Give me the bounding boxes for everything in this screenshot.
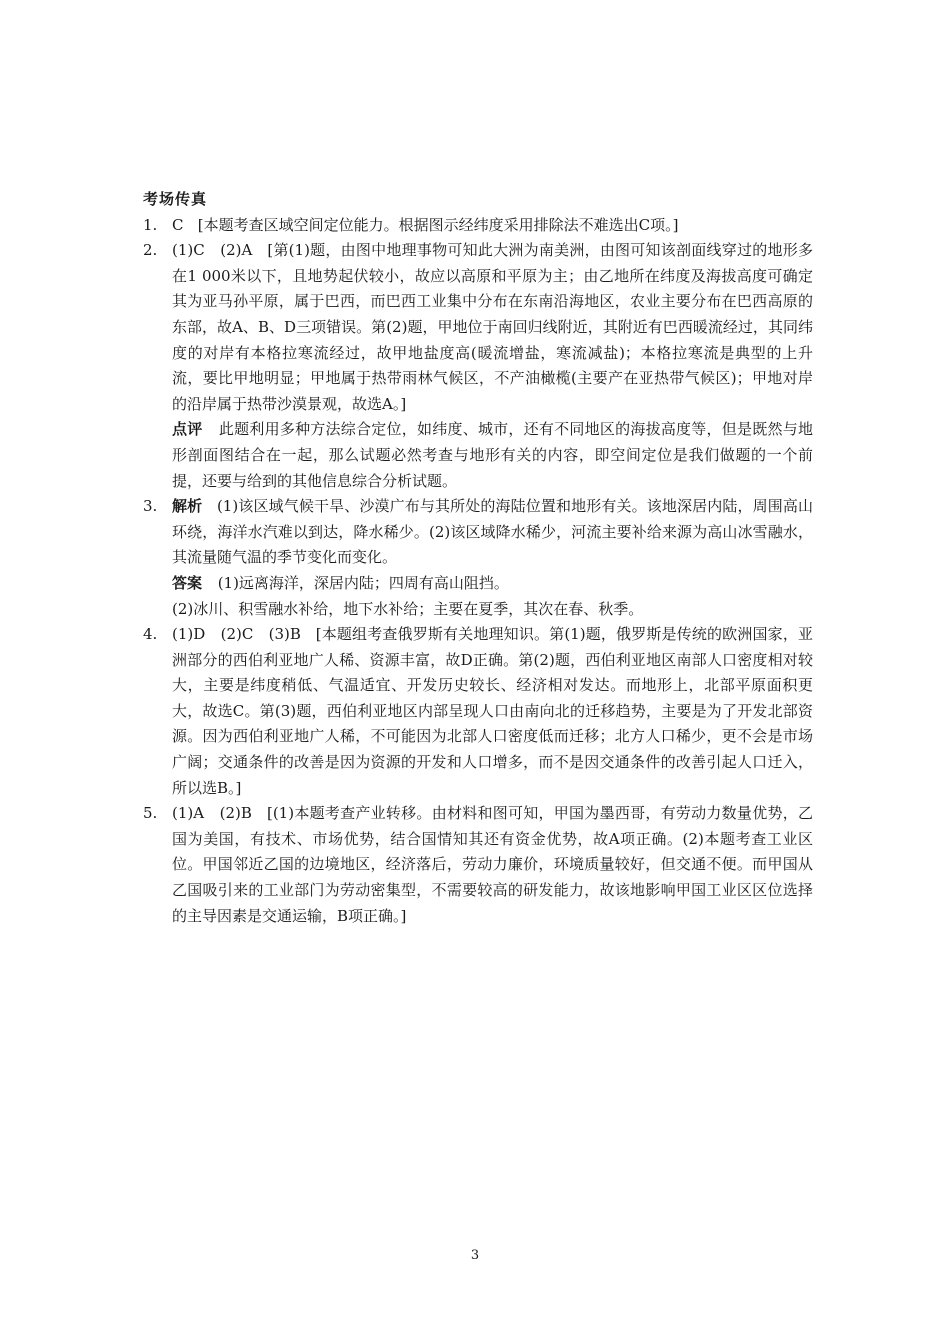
answer-item-2 xyxy=(143,238,813,417)
answer-item-4 xyxy=(143,622,813,801)
key-label: 答案 xyxy=(172,573,203,592)
answer-item-1 xyxy=(143,213,813,239)
item-number: 3. xyxy=(143,497,158,516)
item-answer: (1)C (2)A xyxy=(172,241,253,260)
answer-content xyxy=(143,187,813,929)
item-explanation: [第(1)题，由图中地理事物可知此大洲为南美洲，由图可知该剖面线穿过的地形多在1 000米以下，且地势起伏较小，故应以高原和平原为主；由乙地所在纬度及海拔高度可确定其为亚马孙平原，属于巴西，而巴西工业集中分布在东南沿海地区，农业主要分布在巴西高原的东部，故A、B、D三项错误。第(2)题，甲地位于南回归线附近，其附近有巴西暖流经过，其同纬度的对岸有本格拉寒流经过，故甲地盐度高(暖流增盐，寒流减盐)；本格拉寒流是典型的上升流，要比甲地明显；甲地属于热带雨林气候区，不产油橄榄(主要产在亚热带气候区)；甲地对岸的沿岸属于热带沙漠景观，故选A。] xyxy=(172,241,813,413)
item-explanation: (1)该区域气候干旱、沙漠广布与其所处的海陆位置和地形有关。该地深居内陆，周围高山环绕，海洋水汽难以到达，降水稀少。(2)该区域降水稀少，河流主要补给来源为高山冰雪融水，其流量随气温的季节变化而变化。 xyxy=(172,497,813,567)
answer-item-5 xyxy=(143,801,813,929)
item-number: 1. xyxy=(143,215,158,234)
item-answer: C xyxy=(172,215,184,234)
item-number: 2. xyxy=(143,241,158,260)
item-answer: (1)A (2)B xyxy=(172,804,252,823)
key-line-1: (1)远离海洋，深居内陆；四周有高山阻挡。 xyxy=(217,573,509,592)
item-number: 5. xyxy=(143,804,158,823)
item-number: 4. xyxy=(143,625,158,644)
item-explanation: [本题组考查俄罗斯有关地理知识。第(1)题，俄罗斯是传统的欧洲国家，亚洲部分的西伯利亚地广人稀、资源丰富，故D正确。第(2)题，西伯利亚地区南部人口密度相对较大，主要是纬度稍低、气温适宜、开发历史较长、经济相对发达。而地形上，北部平原面积更大，故选C。第(3)题，西伯利亚地区内部呈现人口由南向北的迁移趋势，主要是为了开发北部资源。因为西伯利亚地广人稀，不可能因为北部人口密度低而迁移；北方人口稀少，更不会是市场广阔；交通条件的改善是因为资源的开发和人口增多，而不是因交通条件的改善引起人口迁入，所以选B。] xyxy=(172,625,813,797)
key-block xyxy=(143,571,813,597)
section-title: 考场传真 xyxy=(143,190,208,208)
answer-item-3 xyxy=(143,494,813,571)
key-line-2-block xyxy=(143,597,813,623)
analysis-label: 解析 xyxy=(172,497,203,516)
item-answer: (1)D (2)C (3)B xyxy=(172,625,301,644)
comment-block xyxy=(143,417,813,494)
page-number: 3 xyxy=(470,1248,480,1263)
item-explanation: [(1)本题考查产业转移。由材料和图可知，甲国为墨西哥，有劳动力数量优势，乙国为美国，有技术、市场优势，结合国情知其还有资金优势，故A项正确。(2)本题考查工业区位。甲国邻近乙国的边境地区，经济落后，劳动力廉价，环境质量较好，但交通不便。而甲国从乙国吸引来的工业部门为劳动密集型，不需要较高的研发能力，故该地影响甲国工业区区位选择的主导因素是交通运输，B项正确。] xyxy=(172,804,813,925)
item-explanation: [本题考查区域空间定位能力。根据图示经纬度采用排除法不难选出C项。] xyxy=(197,215,679,234)
comment-label: 点评 xyxy=(172,420,203,439)
comment-text: 此题利用多种方法综合定位，如纬度、城市，还有不同地区的海拔高度等，但是既然与地形剖面图结合在一起，那么试题必然考查与地形有关的内容，即空间定位是我们做题的一个前提，还要与给到的其他信息综合分析试题。 xyxy=(172,420,813,490)
key-line-2: (2)冰川、积雪融水补给，地下水补给；主要在夏季，其次在春、秋季。 xyxy=(172,599,644,618)
